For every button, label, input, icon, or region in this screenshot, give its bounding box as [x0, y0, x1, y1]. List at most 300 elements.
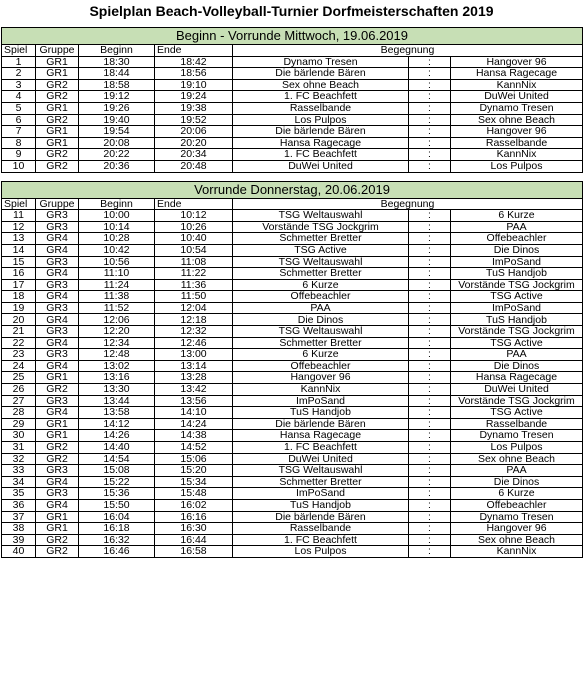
- cell-spiel: 28: [2, 407, 36, 419]
- cell-gruppe: GR1: [36, 126, 79, 138]
- table-row: [2, 372, 583, 384]
- table-row: [2, 160, 583, 172]
- cell-beginn: 19:54: [79, 126, 155, 138]
- cell-separator: :: [409, 244, 451, 256]
- table-row: [2, 546, 583, 558]
- cell-ende: 14:10: [155, 407, 233, 419]
- table-row: [2, 126, 583, 138]
- cell-beginn: 12:48: [79, 349, 155, 361]
- cell-gruppe: GR1: [36, 523, 79, 535]
- col-header-gruppe: Gruppe: [36, 45, 79, 57]
- cell-gruppe: GR4: [36, 291, 79, 303]
- cell-gruppe: GR4: [36, 476, 79, 488]
- table-row: [2, 476, 583, 488]
- cell-gruppe: GR2: [36, 149, 79, 161]
- cell-spiel: 29: [2, 418, 36, 430]
- cell-team-a: Rasselbande: [233, 102, 409, 114]
- cell-team-a: Hansa Ragecage: [233, 430, 409, 442]
- cell-separator: :: [409, 442, 451, 454]
- col-header-spiel: Spiel: [2, 45, 36, 57]
- cell-ende: 12:46: [155, 337, 233, 349]
- table-row: [2, 221, 583, 233]
- cell-ende: 20:20: [155, 137, 233, 149]
- cell-team-b: Dynamo Tresen: [451, 430, 583, 442]
- cell-separator: :: [409, 337, 451, 349]
- cell-team-b: Rasselbande: [451, 137, 583, 149]
- table-row: [2, 499, 583, 511]
- cell-separator: :: [409, 511, 451, 523]
- cell-beginn: 16:32: [79, 534, 155, 546]
- cell-separator: :: [409, 360, 451, 372]
- cell-team-a: TSG Weltauswahl: [233, 465, 409, 477]
- cell-team-a: Offebeachler: [233, 360, 409, 372]
- cell-team-a: Schmetter Bretter: [233, 337, 409, 349]
- cell-spiel: 13: [2, 233, 36, 245]
- cell-gruppe: GR2: [36, 79, 79, 91]
- cell-separator: :: [409, 126, 451, 138]
- cell-separator: :: [409, 114, 451, 126]
- cell-ende: 16:44: [155, 534, 233, 546]
- cell-gruppe: GR1: [36, 511, 79, 523]
- cell-team-b: TSG Active: [451, 291, 583, 303]
- cell-team-b: Hangover 96: [451, 56, 583, 68]
- table-row: [2, 114, 583, 126]
- cell-spiel: 26: [2, 384, 36, 396]
- cell-ende: 11:50: [155, 291, 233, 303]
- cell-gruppe: GR4: [36, 314, 79, 326]
- cell-spiel: 2: [2, 68, 36, 80]
- schedule-table: [1, 181, 583, 558]
- cell-team-b: ImPoSand: [451, 256, 583, 268]
- cell-beginn: 11:10: [79, 268, 155, 280]
- cell-gruppe: GR3: [36, 221, 79, 233]
- cell-beginn: 12:06: [79, 314, 155, 326]
- section-header: [2, 181, 583, 198]
- cell-ende: 12:32: [155, 326, 233, 338]
- cell-team-a: TSG Active: [233, 244, 409, 256]
- table-row: [2, 442, 583, 454]
- cell-team-b: Hansa Ragecage: [451, 372, 583, 384]
- cell-separator: :: [409, 407, 451, 419]
- cell-team-b: TuS Handjob: [451, 268, 583, 280]
- cell-separator: :: [409, 453, 451, 465]
- table-row: [2, 360, 583, 372]
- cell-team-b: Hangover 96: [451, 523, 583, 535]
- cell-separator: :: [409, 546, 451, 558]
- cell-team-a: Hangover 96: [233, 372, 409, 384]
- cell-separator: :: [409, 534, 451, 546]
- col-header-beginn: Beginn: [79, 198, 155, 210]
- cell-beginn: 11:52: [79, 302, 155, 314]
- cell-ende: 18:42: [155, 56, 233, 68]
- cell-beginn: 16:46: [79, 546, 155, 558]
- cell-ende: 16:30: [155, 523, 233, 535]
- cell-separator: :: [409, 349, 451, 361]
- col-header-beginn: Beginn: [79, 45, 155, 57]
- cell-beginn: 14:54: [79, 453, 155, 465]
- cell-spiel: 24: [2, 360, 36, 372]
- cell-beginn: 12:34: [79, 337, 155, 349]
- table-row: [2, 256, 583, 268]
- cell-team-a: Rasselbande: [233, 523, 409, 535]
- cell-beginn: 13:58: [79, 407, 155, 419]
- cell-gruppe: GR1: [36, 137, 79, 149]
- cell-ende: 19:10: [155, 79, 233, 91]
- cell-separator: :: [409, 314, 451, 326]
- cell-gruppe: GR4: [36, 360, 79, 372]
- cell-separator: :: [409, 149, 451, 161]
- cell-gruppe: GR3: [36, 256, 79, 268]
- cell-team-b: Sex ohne Beach: [451, 453, 583, 465]
- cell-beginn: 12:20: [79, 326, 155, 338]
- cell-separator: :: [409, 395, 451, 407]
- cell-separator: :: [409, 279, 451, 291]
- cell-gruppe: GR3: [36, 349, 79, 361]
- cell-spiel: 15: [2, 256, 36, 268]
- cell-team-b: 6 Kurze: [451, 210, 583, 222]
- cell-spiel: 10: [2, 160, 36, 172]
- cell-beginn: 10:56: [79, 256, 155, 268]
- cell-ende: 15:48: [155, 488, 233, 500]
- cell-team-b: DuWei United: [451, 91, 583, 103]
- cell-ende: 11:36: [155, 279, 233, 291]
- cell-team-b: KannNix: [451, 149, 583, 161]
- cell-team-b: PAA: [451, 221, 583, 233]
- cell-team-a: Die bärlende Bären: [233, 126, 409, 138]
- table-row: [2, 314, 583, 326]
- cell-gruppe: GR1: [36, 418, 79, 430]
- cell-beginn: 15:36: [79, 488, 155, 500]
- cell-beginn: 14:12: [79, 418, 155, 430]
- cell-team-a: ImPoSand: [233, 488, 409, 500]
- table-row: [2, 302, 583, 314]
- table-row: [2, 291, 583, 303]
- cell-ende: 19:38: [155, 102, 233, 114]
- cell-separator: :: [409, 523, 451, 535]
- cell-ende: 15:06: [155, 453, 233, 465]
- cell-separator: :: [409, 68, 451, 80]
- cell-separator: :: [409, 210, 451, 222]
- cell-ende: 11:22: [155, 268, 233, 280]
- cell-ende: 18:56: [155, 68, 233, 80]
- cell-spiel: 7: [2, 126, 36, 138]
- cell-spiel: 19: [2, 302, 36, 314]
- cell-spiel: 40: [2, 546, 36, 558]
- cell-team-b: Los Pulpos: [451, 442, 583, 454]
- cell-team-a: Die bärlende Bären: [233, 68, 409, 80]
- cell-gruppe: GR2: [36, 546, 79, 558]
- cell-separator: :: [409, 102, 451, 114]
- cell-ende: 13:00: [155, 349, 233, 361]
- cell-gruppe: GR4: [36, 233, 79, 245]
- cell-spiel: 11: [2, 210, 36, 222]
- cell-team-b: Sex ohne Beach: [451, 114, 583, 126]
- cell-beginn: 20:08: [79, 137, 155, 149]
- cell-team-a: Schmetter Bretter: [233, 233, 409, 245]
- cell-ende: 10:40: [155, 233, 233, 245]
- cell-team-a: Hansa Ragecage: [233, 137, 409, 149]
- col-header-begegnung: Begegnung: [233, 45, 583, 57]
- table-row: [2, 279, 583, 291]
- table-row: [2, 465, 583, 477]
- cell-gruppe: GR4: [36, 268, 79, 280]
- cell-gruppe: GR3: [36, 326, 79, 338]
- cell-team-b: Die Dinos: [451, 244, 583, 256]
- cell-team-b: TSG Active: [451, 407, 583, 419]
- cell-separator: :: [409, 384, 451, 396]
- cell-team-a: ImPoSand: [233, 395, 409, 407]
- cell-beginn: 10:14: [79, 221, 155, 233]
- cell-team-a: Die bärlende Bären: [233, 511, 409, 523]
- cell-team-a: Vorstände TSG Jockgrim: [233, 221, 409, 233]
- cell-beginn: 15:08: [79, 465, 155, 477]
- cell-team-a: 6 Kurze: [233, 349, 409, 361]
- cell-gruppe: GR4: [36, 337, 79, 349]
- cell-spiel: 12: [2, 221, 36, 233]
- cell-beginn: 13:02: [79, 360, 155, 372]
- cell-gruppe: GR1: [36, 372, 79, 384]
- cell-ende: 14:38: [155, 430, 233, 442]
- cell-team-b: Dynamo Tresen: [451, 511, 583, 523]
- cell-ende: 15:34: [155, 476, 233, 488]
- cell-team-b: Offebeachler: [451, 233, 583, 245]
- cell-team-b: DuWei United: [451, 384, 583, 396]
- cell-team-b: Hangover 96: [451, 126, 583, 138]
- cell-ende: 13:28: [155, 372, 233, 384]
- cell-beginn: 13:44: [79, 395, 155, 407]
- cell-ende: 16:16: [155, 511, 233, 523]
- cell-beginn: 20:22: [79, 149, 155, 161]
- cell-team-b: Los Pulpos: [451, 160, 583, 172]
- table-row: [2, 68, 583, 80]
- cell-beginn: 19:12: [79, 91, 155, 103]
- cell-ende: 20:34: [155, 149, 233, 161]
- cell-team-a: DuWei United: [233, 160, 409, 172]
- cell-beginn: 15:50: [79, 499, 155, 511]
- table-row: [2, 56, 583, 68]
- cell-spiel: 30: [2, 430, 36, 442]
- cell-gruppe: GR3: [36, 395, 79, 407]
- cell-team-a: 1. FC Beachfett: [233, 91, 409, 103]
- cell-beginn: 20:36: [79, 160, 155, 172]
- cell-team-b: Vorstände TSG Jockgrim: [451, 279, 583, 291]
- cell-beginn: 16:04: [79, 511, 155, 523]
- cell-team-a: 1. FC Beachfett: [233, 149, 409, 161]
- cell-team-a: DuWei United: [233, 453, 409, 465]
- cell-gruppe: GR2: [36, 91, 79, 103]
- cell-beginn: 18:44: [79, 68, 155, 80]
- cell-team-b: Die Dinos: [451, 476, 583, 488]
- cell-spiel: 20: [2, 314, 36, 326]
- table-row: [2, 395, 583, 407]
- table-row: [2, 102, 583, 114]
- cell-spiel: 38: [2, 523, 36, 535]
- cell-separator: :: [409, 476, 451, 488]
- cell-spiel: 32: [2, 453, 36, 465]
- cell-team-b: Dynamo Tresen: [451, 102, 583, 114]
- cell-gruppe: GR3: [36, 210, 79, 222]
- cell-beginn: 13:16: [79, 372, 155, 384]
- cell-ende: 19:24: [155, 91, 233, 103]
- schedule-table: [1, 27, 583, 173]
- cell-spiel: 3: [2, 79, 36, 91]
- cell-gruppe: GR3: [36, 279, 79, 291]
- cell-beginn: 13:30: [79, 384, 155, 396]
- column-header-row: [2, 45, 583, 57]
- cell-beginn: 11:24: [79, 279, 155, 291]
- cell-gruppe: GR2: [36, 160, 79, 172]
- cell-team-a: KannNix: [233, 384, 409, 396]
- table-row: [2, 534, 583, 546]
- cell-separator: :: [409, 372, 451, 384]
- cell-gruppe: GR4: [36, 244, 79, 256]
- cell-separator: :: [409, 137, 451, 149]
- cell-beginn: 16:18: [79, 523, 155, 535]
- table-row: [2, 453, 583, 465]
- cell-gruppe: GR1: [36, 68, 79, 80]
- col-header-ende: Ende: [155, 45, 233, 57]
- cell-beginn: 18:30: [79, 56, 155, 68]
- table-row: [2, 326, 583, 338]
- cell-separator: :: [409, 268, 451, 280]
- col-header-begegnung: Begegnung: [233, 198, 583, 210]
- cell-team-b: TSG Active: [451, 337, 583, 349]
- cell-gruppe: GR3: [36, 488, 79, 500]
- cell-separator: :: [409, 488, 451, 500]
- cell-spiel: 33: [2, 465, 36, 477]
- col-header-spiel: Spiel: [2, 198, 36, 210]
- cell-team-b: ImPoSand: [451, 302, 583, 314]
- table-row: [2, 149, 583, 161]
- cell-team-a: Offebeachler: [233, 291, 409, 303]
- cell-gruppe: GR2: [36, 442, 79, 454]
- cell-team-a: Schmetter Bretter: [233, 268, 409, 280]
- table-row: [2, 137, 583, 149]
- cell-ende: 10:26: [155, 221, 233, 233]
- cell-team-a: Die bärlende Bären: [233, 418, 409, 430]
- cell-spiel: 23: [2, 349, 36, 361]
- cell-beginn: 14:40: [79, 442, 155, 454]
- cell-team-a: 1. FC Beachfett: [233, 534, 409, 546]
- cell-spiel: 8: [2, 137, 36, 149]
- cell-spiel: 39: [2, 534, 36, 546]
- cell-gruppe: GR2: [36, 384, 79, 396]
- cell-beginn: 10:42: [79, 244, 155, 256]
- cell-ende: 13:42: [155, 384, 233, 396]
- cell-spiel: 5: [2, 102, 36, 114]
- table-row: [2, 488, 583, 500]
- cell-ende: 16:02: [155, 499, 233, 511]
- cell-team-b: PAA: [451, 349, 583, 361]
- cell-team-a: TuS Handjob: [233, 499, 409, 511]
- cell-team-b: Sex ohne Beach: [451, 534, 583, 546]
- cell-team-b: Offebeachler: [451, 499, 583, 511]
- cell-team-b: TuS Handjob: [451, 314, 583, 326]
- col-header-ende: Ende: [155, 198, 233, 210]
- cell-spiel: 25: [2, 372, 36, 384]
- cell-beginn: 10:00: [79, 210, 155, 222]
- cell-separator: :: [409, 430, 451, 442]
- cell-beginn: 19:40: [79, 114, 155, 126]
- cell-team-b: Hansa Ragecage: [451, 68, 583, 80]
- cell-team-a: 6 Kurze: [233, 279, 409, 291]
- cell-team-a: Los Pulpos: [233, 546, 409, 558]
- table-row: [2, 384, 583, 396]
- cell-separator: :: [409, 499, 451, 511]
- cell-beginn: 10:28: [79, 233, 155, 245]
- cell-ende: 10:54: [155, 244, 233, 256]
- cell-separator: :: [409, 302, 451, 314]
- cell-spiel: 1: [2, 56, 36, 68]
- cell-spiel: 35: [2, 488, 36, 500]
- table-row: [2, 418, 583, 430]
- cell-gruppe: GR1: [36, 430, 79, 442]
- cell-separator: :: [409, 326, 451, 338]
- cell-team-a: PAA: [233, 302, 409, 314]
- cell-gruppe: GR1: [36, 102, 79, 114]
- table-row: [2, 337, 583, 349]
- cell-spiel: 34: [2, 476, 36, 488]
- cell-ende: 20:06: [155, 126, 233, 138]
- cell-team-a: Dynamo Tresen: [233, 56, 409, 68]
- table-row: [2, 349, 583, 361]
- cell-spiel: 36: [2, 499, 36, 511]
- cell-ende: 13:56: [155, 395, 233, 407]
- cell-ende: 14:24: [155, 418, 233, 430]
- cell-spiel: 6: [2, 114, 36, 126]
- table-row: [2, 407, 583, 419]
- cell-team-a: TuS Handjob: [233, 407, 409, 419]
- table-row: [2, 268, 583, 280]
- cell-spiel: 14: [2, 244, 36, 256]
- cell-beginn: 15:22: [79, 476, 155, 488]
- col-header-gruppe: Gruppe: [36, 198, 79, 210]
- table-row: [2, 79, 583, 91]
- cell-spiel: 22: [2, 337, 36, 349]
- cell-team-a: TSG Weltauswahl: [233, 256, 409, 268]
- cell-separator: :: [409, 418, 451, 430]
- cell-team-b: Die Dinos: [451, 360, 583, 372]
- cell-ende: 10:12: [155, 210, 233, 222]
- section-title: Beginn - Vorrunde Mittwoch, 19.06.2019: [2, 28, 583, 45]
- table-row: [2, 430, 583, 442]
- cell-beginn: 19:26: [79, 102, 155, 114]
- cell-team-a: Die Dinos: [233, 314, 409, 326]
- page-title: Spielplan Beach-Volleyball-Turnier Dorfmeisterschaften 2019: [89, 3, 494, 19]
- section-header: [2, 28, 583, 45]
- cell-spiel: 17: [2, 279, 36, 291]
- cell-separator: :: [409, 291, 451, 303]
- cell-ende: 16:58: [155, 546, 233, 558]
- cell-team-b: Vorstände TSG Jockgrim: [451, 395, 583, 407]
- cell-gruppe: GR4: [36, 499, 79, 511]
- cell-separator: :: [409, 91, 451, 103]
- cell-gruppe: GR2: [36, 453, 79, 465]
- cell-gruppe: GR2: [36, 114, 79, 126]
- cell-spiel: 4: [2, 91, 36, 103]
- cell-spiel: 18: [2, 291, 36, 303]
- cell-team-b: PAA: [451, 465, 583, 477]
- cell-separator: :: [409, 160, 451, 172]
- cell-team-b: Rasselbande: [451, 418, 583, 430]
- table-row: [2, 523, 583, 535]
- table-row: [2, 91, 583, 103]
- cell-spiel: 37: [2, 511, 36, 523]
- cell-gruppe: GR3: [36, 465, 79, 477]
- table-row: [2, 244, 583, 256]
- table-row: [2, 210, 583, 222]
- cell-beginn: 14:26: [79, 430, 155, 442]
